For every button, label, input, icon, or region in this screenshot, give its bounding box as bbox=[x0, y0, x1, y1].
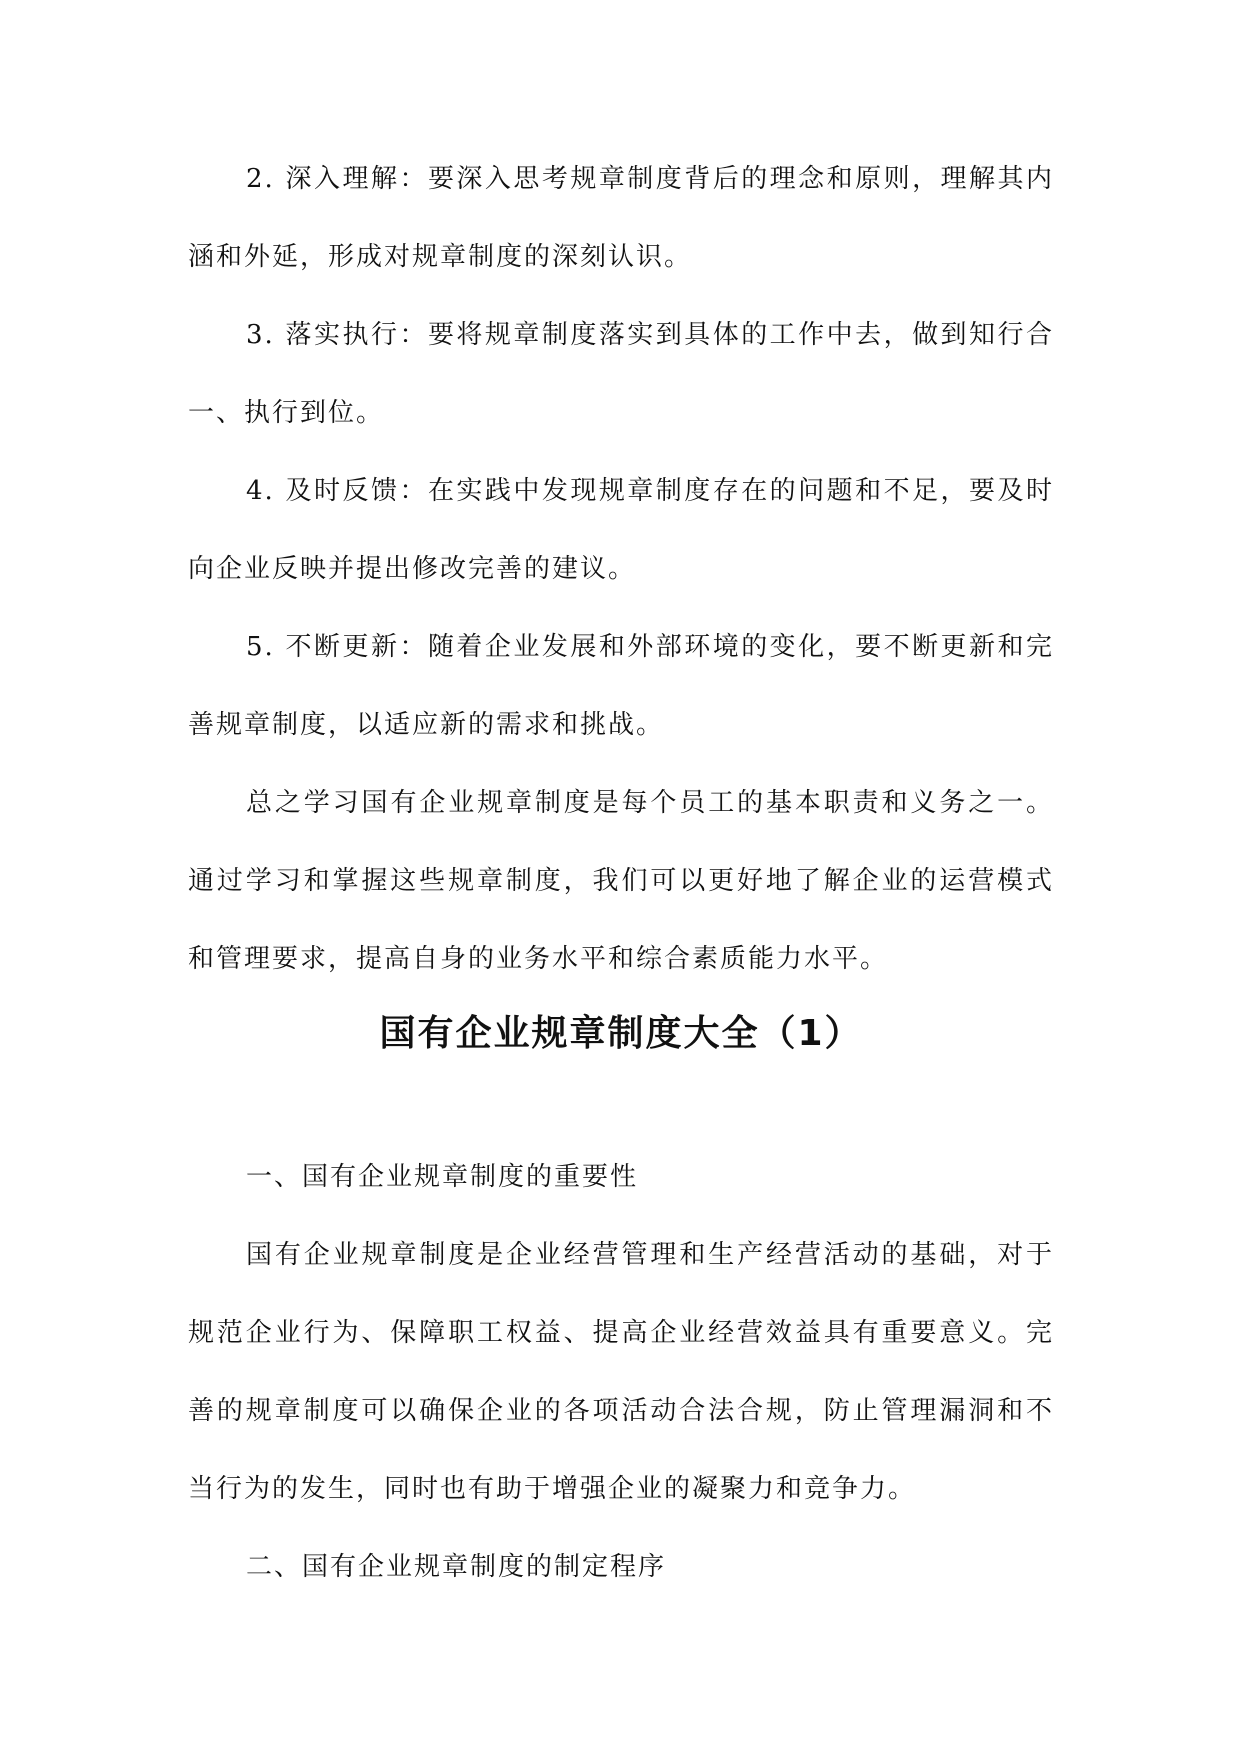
section-title: 国有企业规章制度大全（1） bbox=[379, 1013, 863, 1054]
paragraph-summary: 总之学习国有企业规章制度是每个员工的基本职责和义务之一。通过学习和掌握这些规章制度，我们可以更好地了解企业的运营模式和管理要求，提高自身的业务水平和综合素质能力水平。 bbox=[188, 788, 1054, 974]
paragraph-item-2: 2. 深入理解：要深入思考规章制度背后的理念和原则，理解其内涵和外延，形成对规章制度的深刻认识。 bbox=[188, 164, 1054, 272]
body-text-block-1 bbox=[188, 140, 1054, 998]
paragraph-importance: 国有企业规章制度是企业经营管理和生产经营活动的基础，对于规范企业行为、保障职工权益、提高企业经营效益具有重要意义。完善的规章制度可以确保企业的各项活动合法合规，防止管理漏洞和不当行为的发生，同时也有助于增强企业的凝聚力和竞争力。 bbox=[188, 1240, 1054, 1504]
subheading-procedure: 二、国有企业规章制度的制定程序 bbox=[246, 1552, 667, 1582]
paragraph-item-5: 5. 不断更新：随着企业发展和外部环境的变化，要不断更新和完善规章制度，以适应新的需求和挑战。 bbox=[188, 632, 1054, 740]
paragraph-item-4: 4. 及时反馈：在实践中发现规章制度存在的问题和不足，要及时向企业反映并提出修改完善的建议。 bbox=[188, 476, 1054, 584]
subheading-importance: 一、国有企业规章制度的重要性 bbox=[246, 1162, 639, 1192]
paragraph-item-3: 3. 落实执行：要将规章制度落实到具体的工作中去，做到知行合一、执行到位。 bbox=[188, 320, 1054, 428]
body-text-block-2 bbox=[188, 1138, 1054, 1606]
